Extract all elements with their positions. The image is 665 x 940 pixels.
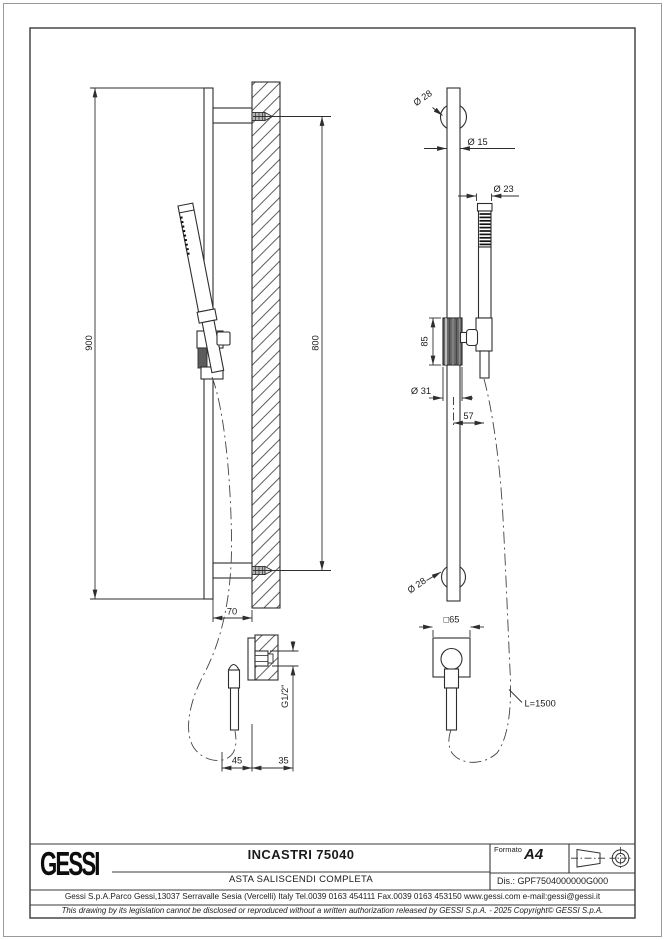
drawing-subtitle: ASTA SALISCENDI COMPLETA: [228, 874, 374, 885]
outer-border: [4, 4, 662, 937]
drawing-code: Dis.: GPF7504000000G000: [497, 876, 609, 886]
dim-outlet-square: □65: [443, 614, 460, 625]
front-view-dimensions: [419, 108, 522, 703]
dim-bottom-rosette: Ø 28: [405, 575, 428, 596]
projection-symbol: [571, 847, 632, 870]
clamp-knob-side: [217, 332, 230, 345]
dim-handshower-dia: Ø 23: [493, 184, 514, 194]
water-outlet-side: [229, 635, 279, 730]
legal-disclaimer: This drawing by its legislation cannot be disclosed or reproduced without a written authorization released by GESSI S.p.A. - 2025 Copyright© GESSI S.p.A.: [61, 905, 604, 915]
company-address: Gessi S.p.A.Parco Gessi,13037 Serravalle Sesia (Vercelli) Italy Tel.0039 0163 454111 Fax.0039 0163 453150 www.gessi.com e-mail:gessi@gessi.it: [64, 891, 601, 901]
wall-section: [252, 82, 280, 608]
dim-thread: G1/2": [280, 684, 290, 708]
dim-outlet-45: 45: [231, 755, 243, 766]
drawing-frame: [30, 28, 635, 918]
side-view: [177, 82, 280, 760]
slider-knob: [467, 330, 478, 346]
drawing-title: INCASTRI 75040: [247, 847, 355, 862]
dim-offset-57: 57: [463, 411, 474, 421]
dim-slider-dia: Ø 31: [410, 386, 432, 396]
handshower-front: [476, 204, 492, 379]
dim-rail-dia: Ø 15: [467, 136, 488, 147]
dim-slider-height: 85: [419, 336, 430, 347]
format-value: A4: [524, 846, 544, 863]
format-label: Formato: [494, 845, 522, 854]
dim-top-rosette: Ø 28: [411, 88, 434, 108]
dim-bracket-depth: 70: [226, 606, 238, 617]
dim-hose-length: L=1500: [524, 698, 556, 709]
dim-wall-35: 35: [278, 755, 289, 766]
dim-bracket-span: 800: [310, 335, 321, 351]
slider-front: [443, 318, 462, 365]
brand-logo: [40, 848, 116, 888]
dim-rail-height: 900: [84, 335, 94, 351]
water-outlet-front: [433, 638, 470, 730]
brand-logo-text: GESSI: [40, 846, 99, 883]
